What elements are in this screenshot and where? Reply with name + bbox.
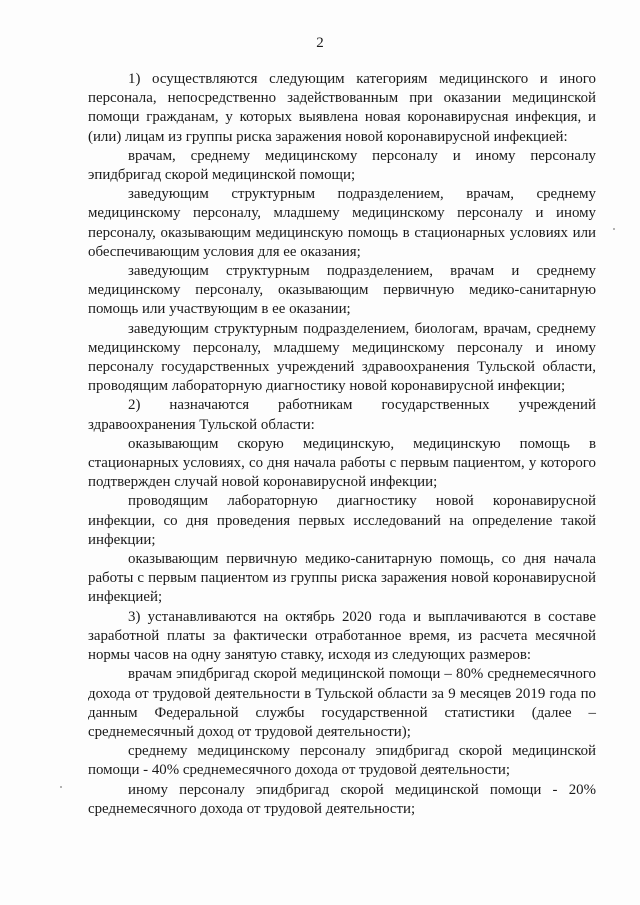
paragraph-nurses-40: среднему медицинскому персоналу эпидбригад скорой медицинской помощи - 40% среднемесячного дохода от трудовой деятельности; xyxy=(88,743,596,779)
page-number: 2 xyxy=(316,35,324,51)
paragraph-primary-care: оказывающим первичную медико-санитарную помощь, со дня начала работы с первым пациентом из группы риска заражения новой коронавирусной инфекцией; xyxy=(88,551,596,606)
paragraph-lab-diagnostics: проводящим лабораторную диагностику новой коронавирусной инфекции, со дня проведения первых исследований на определение такой инфекции; xyxy=(88,493,596,548)
paragraph-other-20: иному персоналу эпидбригад скорой медицинской помощи - 20% среднемесячного дохода от трудовой деятельности; xyxy=(88,781,596,817)
scan-speck xyxy=(60,786,62,788)
scan-speck xyxy=(613,228,615,230)
paragraph-doctors-80: врачам эпидбригад скорой медицинской помощи – 80% среднемесячного дохода от трудовой деятельности в Тульской области за 9 месяцев 2019 года по данным Федеральной службы государственной статистики (далее – среднемесячный доход от трудовой деятельности); xyxy=(88,666,596,740)
paragraph-emergency-inpatient: оказывающим скорую медицинскую, медицинскую помощь в стационарных условиях, со дня начала работы с первым пациентом, у которого подтвержден случай новой коронавирусной инфекции; xyxy=(88,435,596,491)
paragraph-primary-care-staff: заведующим структурным подразделением, врачам и среднему медицинскому персоналу, оказывающим первичную медико-санитарную помощь или участвующим в ее оказании; xyxy=(88,263,596,318)
paragraph-ambulance-teams: врачам, среднему медицинскому персоналу и иному персоналу эпидбригад скорой медицинской помощи; xyxy=(88,147,596,184)
paragraph-inpatient-staff: заведующим структурным подразделением, врачам, среднему медицинскому персоналу, младшему медицинскому персоналу и иному персоналу, оказывающим медицинскую помощь в стационарных условиях или обеспечивающим условия для ее оказания; xyxy=(88,186,596,260)
paragraph-3-intro: 3) устанавливаются на октябрь 2020 года и выплачиваются в составе заработной платы за фактически отработанное время, из расчета месячной нормы часов на одну занятую ставку, исходя из следующих размеров: xyxy=(88,608,596,664)
paragraph-laboratory-staff: заведующим структурным подразделением, биологам, врачам, среднему медицинскому персоналу, младшему медицинскому персоналу и иному персоналу государственных учреждений здравоохранения Тульской области, проводящим лабораторную диагностику новой коронавирусной инфекции; xyxy=(88,320,596,395)
paragraph-1-intro: 1) осуществляются следующим категориям медицинского и иного персонала, непосредственно задействованным при оказании медицинской помощи гражданам, у которых выявлена новая коронавирусная инфекция, и (или) лицам из группы риска заражения новой коронавирусной инфекцией: xyxy=(88,71,596,145)
document-body xyxy=(88,70,596,819)
paragraph-2-intro: 2) назначаются работникам государственных учреждений здравоохранения Тульской области: xyxy=(88,397,596,433)
